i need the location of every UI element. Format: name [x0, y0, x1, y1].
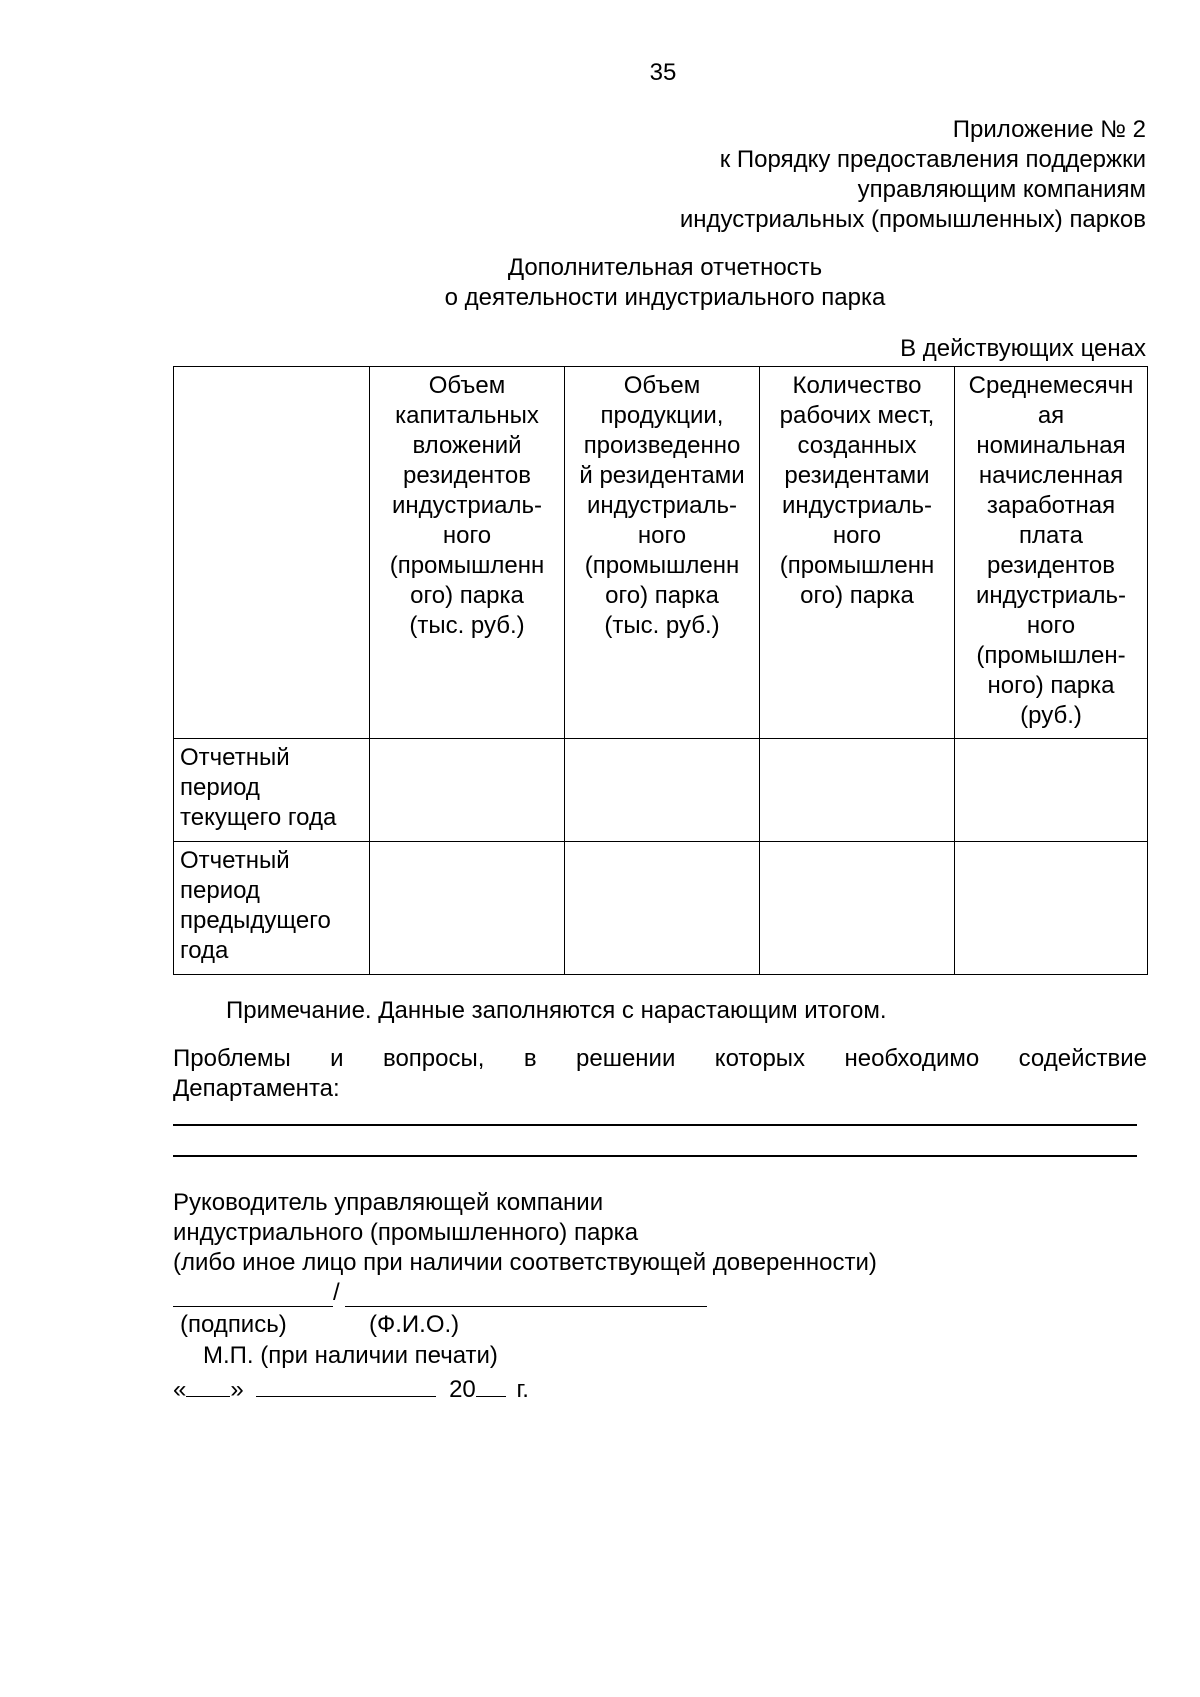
- table-row: [174, 739, 1148, 842]
- year-blank[interactable]: [476, 1372, 506, 1397]
- appendix-line: индустриальных (промышленных) парков: [679, 206, 1146, 233]
- day-blank[interactable]: [186, 1372, 230, 1397]
- table-cell[interactable]: [370, 739, 565, 842]
- table-cell[interactable]: [955, 739, 1148, 842]
- table-header-row: [174, 367, 1148, 739]
- appendix-line: к Порядку предоставления поддержки: [719, 146, 1146, 173]
- problems-line-1: Проблемы и вопросы, в решении которых необходимо содействие: [173, 1045, 1147, 1072]
- appendix-header: [446, 115, 1146, 235]
- price-note: В действующих ценах: [900, 335, 1146, 362]
- stamp-note: М.П. (при наличии печати): [203, 1342, 498, 1369]
- date-open-quote: «: [173, 1376, 187, 1403]
- page-number: 35: [649, 59, 677, 86]
- row-label-current-year: Отчетный период текущего года: [174, 739, 370, 842]
- name-line[interactable]: [345, 1306, 707, 1307]
- year-prefix: 20: [449, 1376, 476, 1403]
- problems-paragraph: [173, 1044, 1147, 1104]
- note-text: Примечание. Данные заполняются с нарастающим итогом.: [226, 997, 887, 1024]
- row-label-previous-year: Отчетный период предыдущего года: [174, 842, 370, 975]
- table-cell[interactable]: [760, 739, 955, 842]
- signer-line: (либо иное лицо при наличии соответствующей доверенности): [173, 1249, 877, 1276]
- date-row: [173, 1372, 529, 1405]
- signer-line: индустриального (промышленного) парка: [173, 1219, 639, 1246]
- answer-line[interactable]: [173, 1155, 1137, 1157]
- appendix-line: Приложение № 2: [952, 116, 1146, 143]
- answer-line[interactable]: [173, 1124, 1137, 1126]
- header-cell-production-volume: Объем продукции, произведенно й резидентами индустриаль- ного (промышленн ого) парка (тыс. руб.): [565, 367, 760, 739]
- title-line-2: о деятельности индустриального парка: [444, 284, 886, 311]
- table-cell[interactable]: [565, 739, 760, 842]
- table-cell[interactable]: [955, 842, 1148, 975]
- table-row: [174, 842, 1148, 975]
- header-cell-jobs-created: Количество рабочих мест, созданных резидентами индустриаль- ного (промышленн ого) парка: [760, 367, 955, 739]
- header-cell-average-salary: Среднемесячн ая номинальная начисленная заработная плата резидентов индустриаль- ного (промышлен- ного) парка (руб.): [955, 367, 1148, 739]
- year-suffix: г.: [516, 1376, 529, 1403]
- table-cell[interactable]: [760, 842, 955, 975]
- table-cell[interactable]: [370, 842, 565, 975]
- document-title: [170, 253, 1160, 313]
- title-line-1: Дополнительная отчетность: [507, 254, 823, 281]
- signer-line: Руководитель управляющей компании: [173, 1189, 604, 1216]
- signer-block: [173, 1188, 877, 1278]
- problems-line-2: Департамента:: [173, 1075, 340, 1102]
- report-table: [173, 366, 1148, 975]
- signature-slash: /: [333, 1279, 340, 1306]
- header-cell-capital-investment: Объем капитальных вложений резидентов индустриаль- ного (промышленн ого) парка (тыс. руб.): [370, 367, 565, 739]
- header-cell-empty: [174, 367, 370, 739]
- signature-line[interactable]: [173, 1306, 333, 1307]
- signature-caption: (подпись): [180, 1311, 287, 1338]
- month-blank[interactable]: [256, 1372, 436, 1397]
- name-caption: (Ф.И.О.): [369, 1311, 460, 1338]
- appendix-line: управляющим компаниям: [857, 176, 1146, 203]
- date-close-quote: »: [230, 1376, 244, 1403]
- table-cell[interactable]: [565, 842, 760, 975]
